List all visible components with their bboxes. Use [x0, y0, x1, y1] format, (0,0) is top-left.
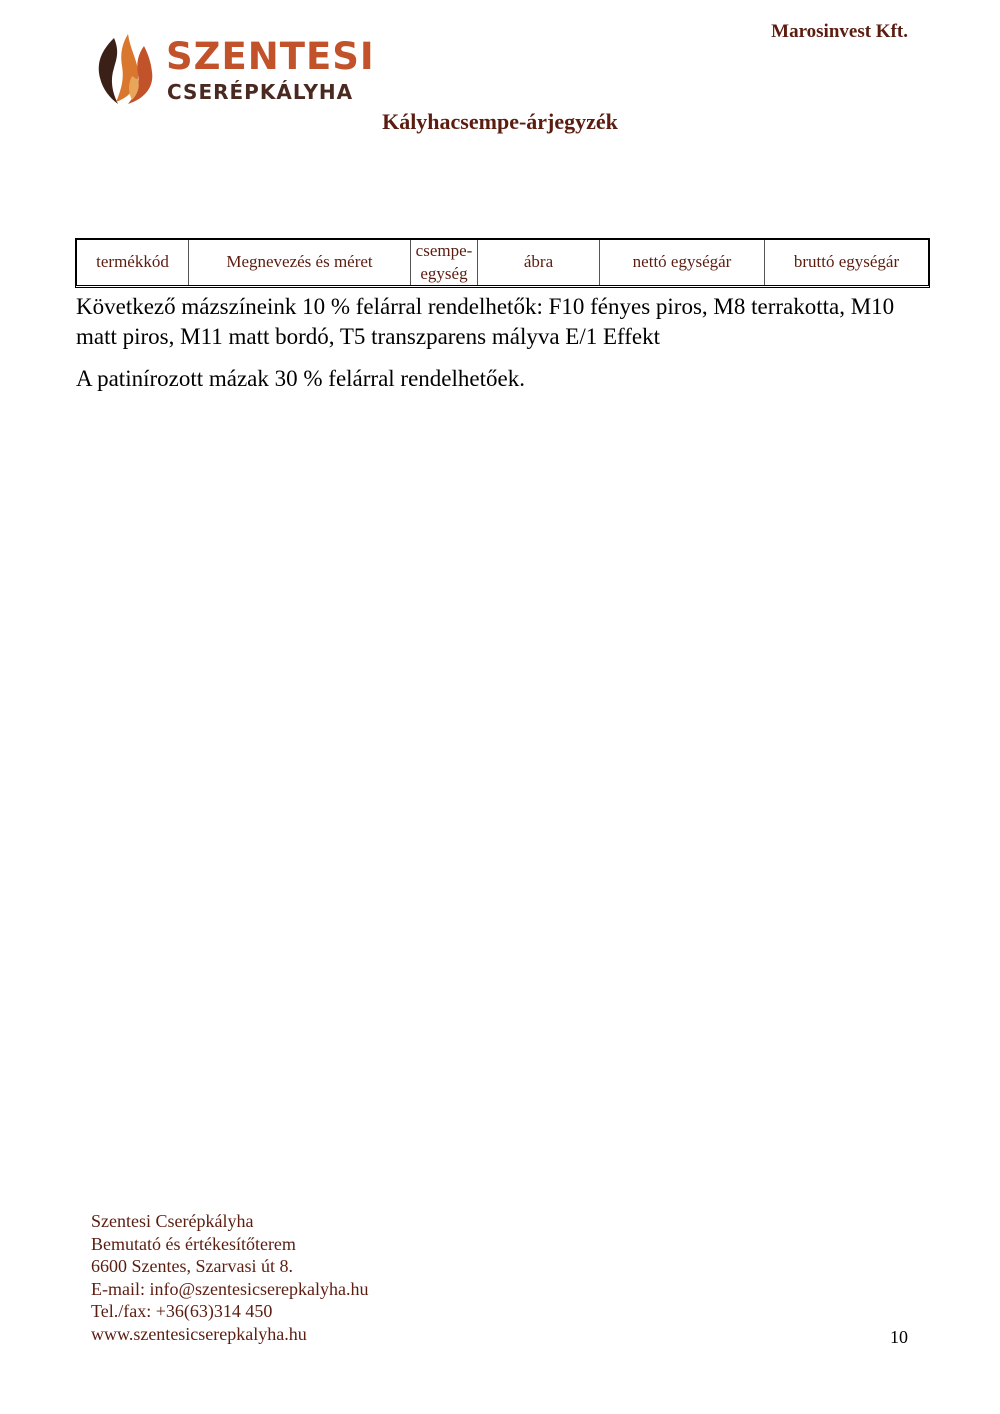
document-title: Kályhacsempe-árjegyzék — [382, 109, 618, 134]
footer-contact — [91, 1210, 368, 1346]
footer-email: E-mail: info@szentesicserepkalyha.hu — [91, 1278, 369, 1299]
column-header-product-code: termékkód — [77, 240, 189, 285]
footer-phone: Tel./fax: +36(63)314 450 — [91, 1301, 273, 1322]
column-header-tile-unit: csempe-egység — [411, 240, 478, 285]
company-name: Marosinvest Kft. — [771, 21, 908, 42]
logo-brand-main: SZENTESI — [166, 35, 375, 78]
logo-brand-sub: CSERÉPKÁLYHA — [167, 80, 354, 104]
price-table-header — [75, 238, 930, 288]
flame-logo-icon — [92, 32, 158, 106]
footer-showroom: Bemutató és értékesítőterem — [91, 1233, 296, 1254]
surcharge-note-colors: Következő mázszíneink 10 % felárral rendelhetők: F10 fényes piros, M8 terrakotta, M10 matt piros, M11 matt bordó, T5 transzparens mályva E/1 Effekt — [76, 294, 895, 349]
footer-company: Szentesi Cserépkályha — [91, 1211, 254, 1231]
column-header-gross-price: bruttó egységár — [793, 252, 900, 272]
column-header-net-price: nettó egységár — [600, 240, 765, 285]
column-header-name-size: Megnevezés és méret — [189, 240, 411, 285]
column-header-figure: ábra — [478, 240, 600, 285]
page-number: 10 — [890, 1327, 908, 1347]
footer-website: www.szentesicserepkalyha.hu — [91, 1323, 307, 1344]
footer-address: 6600 Szentes, Szarvasi út 8. — [91, 1256, 293, 1277]
company-logo — [92, 32, 375, 108]
surcharge-note-patina: A patinírozott mázak 30 % felárral rendelhetőek. — [76, 366, 525, 391]
